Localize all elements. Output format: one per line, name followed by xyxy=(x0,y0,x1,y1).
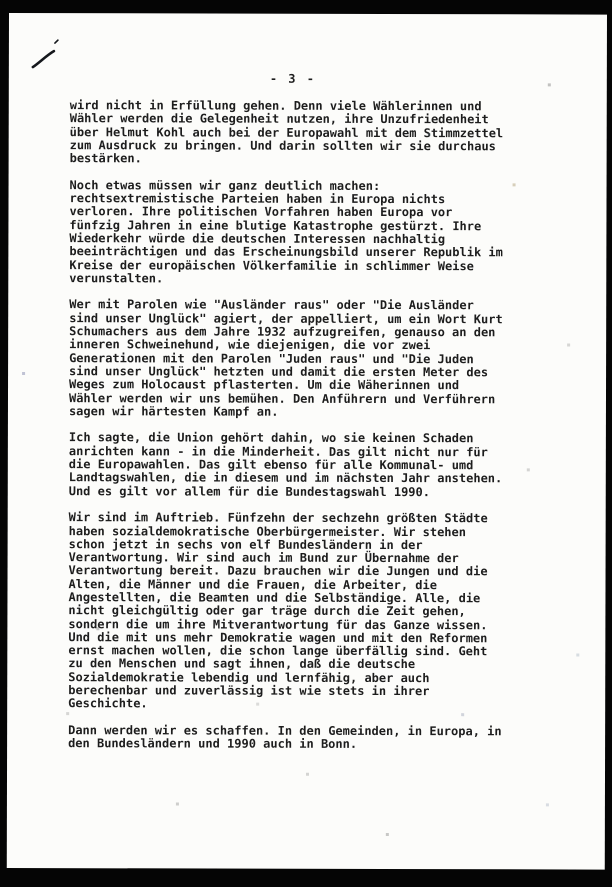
scan-noise xyxy=(9,13,10,14)
handwritten-check-mark xyxy=(28,36,68,81)
paragraph-3: Wer mit Parolen wie "Ausländer raus" oder "Die Ausländer sind unser Unglück" agiert, der appelliert, um ein Wort Kurt Schumachers aus dem Jahre 1932 aufzugreifen, genauso an den inneren Schweinehund, wie diejenigen, die vor zwei Generationen mit den Parolen "Juden raus" und "Die Juden sind unser Unglück" hetzten und damit die ersten Meter des Weges zum Holocaust pflasterten. Um die Wäherinnen und Wähler werden wir uns bemühen. Den Anführern und Verführern sagen wir härtesten Kampf an. xyxy=(68,297,503,419)
paragraph-4: Ich sagte, die Union gehört dahin, wo sie keinen Schaden anrichten kann - in die Minderheit. Das gilt nicht nur für die Europawahlen. Das gilt ebenso für alle Kommunal- umd Landtagswahlen, die in diesem und im nächsten Jahr anstehen. Und es gilt vor allem für die Bundestagswahl 1990. xyxy=(68,430,503,499)
document-page xyxy=(7,13,607,870)
paragraph-1: wird nicht in Erfüllung gehen. Denn viele Wählerinnen und Wähler werden die Gelegenheit nutzen, ihre Unzufriedenheit über Helmut Kohl auch bei der Europawahl mit dem Stimmzettel zum Ausdruck zu bringen. Und darin sollten wir sie durchaus bestärken. xyxy=(69,98,504,166)
page-number: - 3 - xyxy=(269,71,316,86)
paragraph-2: Noch etwas müssen wir ganz deutlich machen: rechtsextremistische Parteien haben in Europa nichts verloren. Ihre politischen Vorfahren haben Europa vor fünfzig Jahren in eine blutige Katastrophe gestürzt. Ihre Wiederkehr würde die deutschen Interessen nachhaltig beeinträchtigen und das Erscheinungsbild unserer Republik im Kreise der europäischen Völkerfamilie in schlimmer Weise verunstalten. xyxy=(69,177,503,286)
paragraph-6: Dann werden wir es schaffen. In den Gemeinden, in Europa, in den Bundesländern und 1990 auch in Bonn. xyxy=(68,723,502,752)
body-text xyxy=(68,99,540,765)
paragraph-5: Wir sind im Auftrieb. Fünfzehn der sechzehn größten Städte haben sozialdemokratische Oberbürgermeister. Wir stehen schon jetzt in sechs von elf Bundesländern in der Verantwortung. Wir sind auch im Bund zur Übernahme der Verantwortung bereit. Dazu brauchen wir die Jungen und die Alten, die Männer und die Frauen, die Arbeiter, die Angestellten, die Beamten und die Selbständige. Alle, die nicht gleichgültig oder gar träge durch die Zeit gehen, sondern die um ihre Mitverantwortung für das Ganze wissen. Und die mit uns mehr Demokratie wagen und mit den Reformen ernst machen wollen, die schon lange überfällig sind. Geht zu den Menschen und sagt ihnen, daß die deutsche Sozialdemokratie lebendig und lernfähig, aber auch berechenbar und zuverlässig ist wie stets in ihrer Geschichte. xyxy=(68,510,488,711)
